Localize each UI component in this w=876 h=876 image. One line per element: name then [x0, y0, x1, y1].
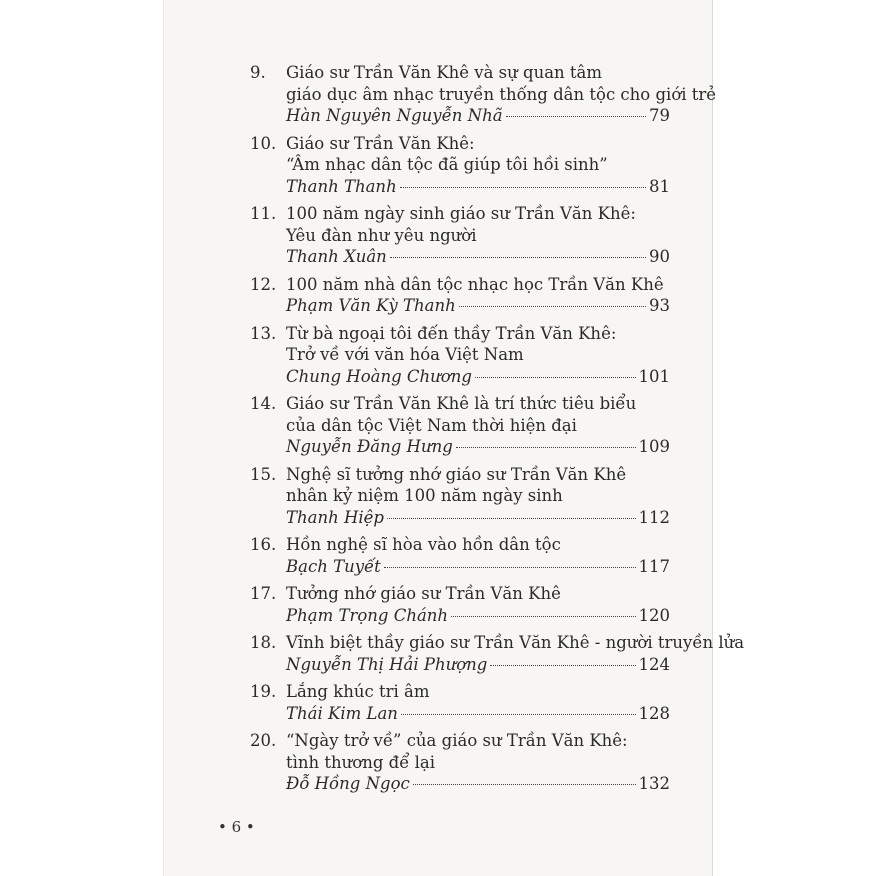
- entry-title-line: Hồn nghệ sĩ hòa vào hồn dân tộc: [286, 535, 561, 554]
- author-row: [286, 556, 670, 578]
- entry-title-line: Yêu đàn như yêu người: [286, 225, 477, 245]
- entry-author: Nguyễn Thị Hải Phượng: [286, 654, 488, 674]
- page-number: • 6 •: [218, 818, 255, 836]
- entry-number: 16.: [250, 535, 277, 554]
- toc-entry: [250, 203, 670, 268]
- dot-leader: [400, 187, 646, 188]
- author-row: [286, 703, 670, 725]
- dot-leader: [384, 567, 636, 568]
- author-row: [286, 654, 670, 676]
- entry-number: 11.: [250, 204, 277, 223]
- entry-body: [286, 274, 670, 317]
- dot-leader: [475, 377, 636, 378]
- entry-page-number: 79: [649, 106, 670, 125]
- author-row: [286, 246, 670, 268]
- author-row: [286, 366, 670, 388]
- toc-entry: [250, 583, 670, 626]
- toc-entry: [250, 274, 670, 317]
- toc-entry: [250, 393, 670, 458]
- entry-title-line: giáo dục âm nhạc truyền thống dân tộc cho giới trẻ: [286, 84, 717, 104]
- entry-title-line: của dân tộc Việt Nam thời hiện đại: [286, 415, 577, 435]
- entry-number: 14.: [250, 394, 277, 413]
- toc-entry: [250, 730, 670, 795]
- dot-leader: [387, 518, 636, 519]
- entry-title-line: Nghệ sĩ tưởng nhớ giáo sư Trần Văn Khê: [286, 464, 627, 484]
- toc-entry: [250, 681, 670, 724]
- entry-number: 19.: [250, 682, 277, 701]
- entry-body: [286, 583, 670, 626]
- entry-title-line: “Âm nhạc dân tộc đã giúp tôi hồi sinh”: [286, 155, 608, 174]
- toc-entry: [250, 133, 670, 198]
- entry-page-number: 128: [638, 703, 670, 723]
- entry-author: Thanh Xuân: [286, 247, 387, 266]
- entry-title-line: Từ bà ngoại tôi đến thầy Trần Văn Khê:: [286, 323, 617, 343]
- entry-body: [286, 133, 670, 198]
- entry-author: Thanh Hiệp: [286, 507, 384, 527]
- entry-title-line: “Ngày trở về” của giáo sư Trần Văn Khê:: [286, 731, 628, 750]
- entry-author: Nguyễn Đăng Hưng: [286, 437, 453, 456]
- entry-author: Phạm Văn Kỳ Thanh: [286, 296, 456, 315]
- entry-title-line: 100 năm nhà dân tộc nhạc học Trần Văn Khê: [286, 274, 664, 294]
- entry-body: [286, 323, 670, 388]
- author-row: [286, 176, 670, 198]
- entry-page-number: 90: [649, 247, 670, 266]
- entry-author: Chung Hoàng Chương: [286, 366, 472, 386]
- entry-page-number: 120: [638, 605, 670, 625]
- entry-title-line: Giáo sư Trần Văn Khê:: [286, 133, 475, 153]
- entry-number: 10.: [250, 133, 277, 153]
- author-row: [286, 507, 670, 529]
- entry-title-line: Lắng khúc tri âm: [286, 682, 430, 701]
- entry-number: 12.: [250, 274, 277, 294]
- dot-leader: [456, 447, 636, 448]
- author-row: [286, 436, 670, 458]
- entry-number: 20.: [250, 731, 277, 750]
- dot-leader: [413, 784, 636, 785]
- entry-body: [286, 203, 670, 268]
- dot-leader: [401, 714, 636, 715]
- author-row: [286, 105, 670, 127]
- entry-body: [286, 681, 670, 724]
- entry-author: Hàn Nguyên Nguyễn Nhã: [286, 106, 503, 125]
- entry-title-line: 100 năm ngày sinh giáo sư Trần Văn Khê:: [286, 204, 636, 223]
- entry-body: [286, 632, 745, 675]
- toc-entry: [250, 464, 670, 529]
- entry-title-line: tình thương để lại: [286, 752, 436, 772]
- entry-title-line: Giáo sư Trần Văn Khê là trí thức tiêu biểu: [286, 394, 637, 413]
- entry-page-number: 132: [638, 774, 670, 793]
- entry-number: 15.: [250, 464, 277, 484]
- dot-leader: [490, 665, 635, 666]
- entry-author: Phạm Trọng Chánh: [286, 605, 449, 625]
- toc-entry: [250, 62, 717, 127]
- dot-leader: [390, 257, 646, 258]
- entry-title-line: Trở về với văn hóa Việt Nam: [286, 345, 524, 364]
- dot-leader: [506, 116, 646, 117]
- entry-number: 9.: [250, 63, 266, 82]
- entry-page-number: 101: [638, 366, 670, 386]
- entry-page-number: 124: [638, 654, 670, 674]
- author-row: [286, 295, 670, 317]
- dot-leader: [459, 306, 646, 307]
- entry-title-line: Vĩnh biệt thầy giáo sư Trần Văn Khê - người truyền lửa: [286, 633, 745, 652]
- entry-page-number: 109: [638, 437, 670, 456]
- entry-author: Bạch Tuyết: [286, 556, 381, 576]
- entry-page-number: 112: [638, 507, 670, 527]
- author-row: [286, 773, 670, 795]
- entry-body: [286, 730, 670, 795]
- toc-entry: [250, 534, 670, 577]
- toc-entry: [250, 323, 670, 388]
- entry-number: 18.: [250, 633, 277, 652]
- entry-number: 17.: [250, 584, 277, 603]
- table-of-contents: [250, 62, 745, 795]
- entry-author: Đỗ Hồng Ngọc: [286, 774, 410, 793]
- entry-page-number: 117: [638, 556, 670, 576]
- entry-title-line: nhân kỷ niệm 100 năm ngày sinh: [286, 486, 563, 505]
- entry-body: [286, 464, 670, 529]
- entry-body: [286, 393, 670, 458]
- entry-number: 13.: [250, 323, 277, 343]
- entry-author: Thanh Thanh: [286, 176, 397, 196]
- entry-page-number: 93: [649, 296, 670, 315]
- entry-title-line: Tưởng nhớ giáo sư Trần Văn Khê: [286, 584, 561, 603]
- entry-title-line: Giáo sư Trần Văn Khê và sự quan tâm: [286, 63, 603, 82]
- entry-author: Thái Kim Lan: [286, 703, 398, 723]
- dot-leader: [451, 616, 635, 617]
- entry-body: [286, 534, 670, 577]
- author-row: [286, 605, 670, 627]
- entry-body: [286, 62, 717, 127]
- toc-entry: [250, 632, 745, 675]
- entry-page-number: 81: [649, 176, 670, 196]
